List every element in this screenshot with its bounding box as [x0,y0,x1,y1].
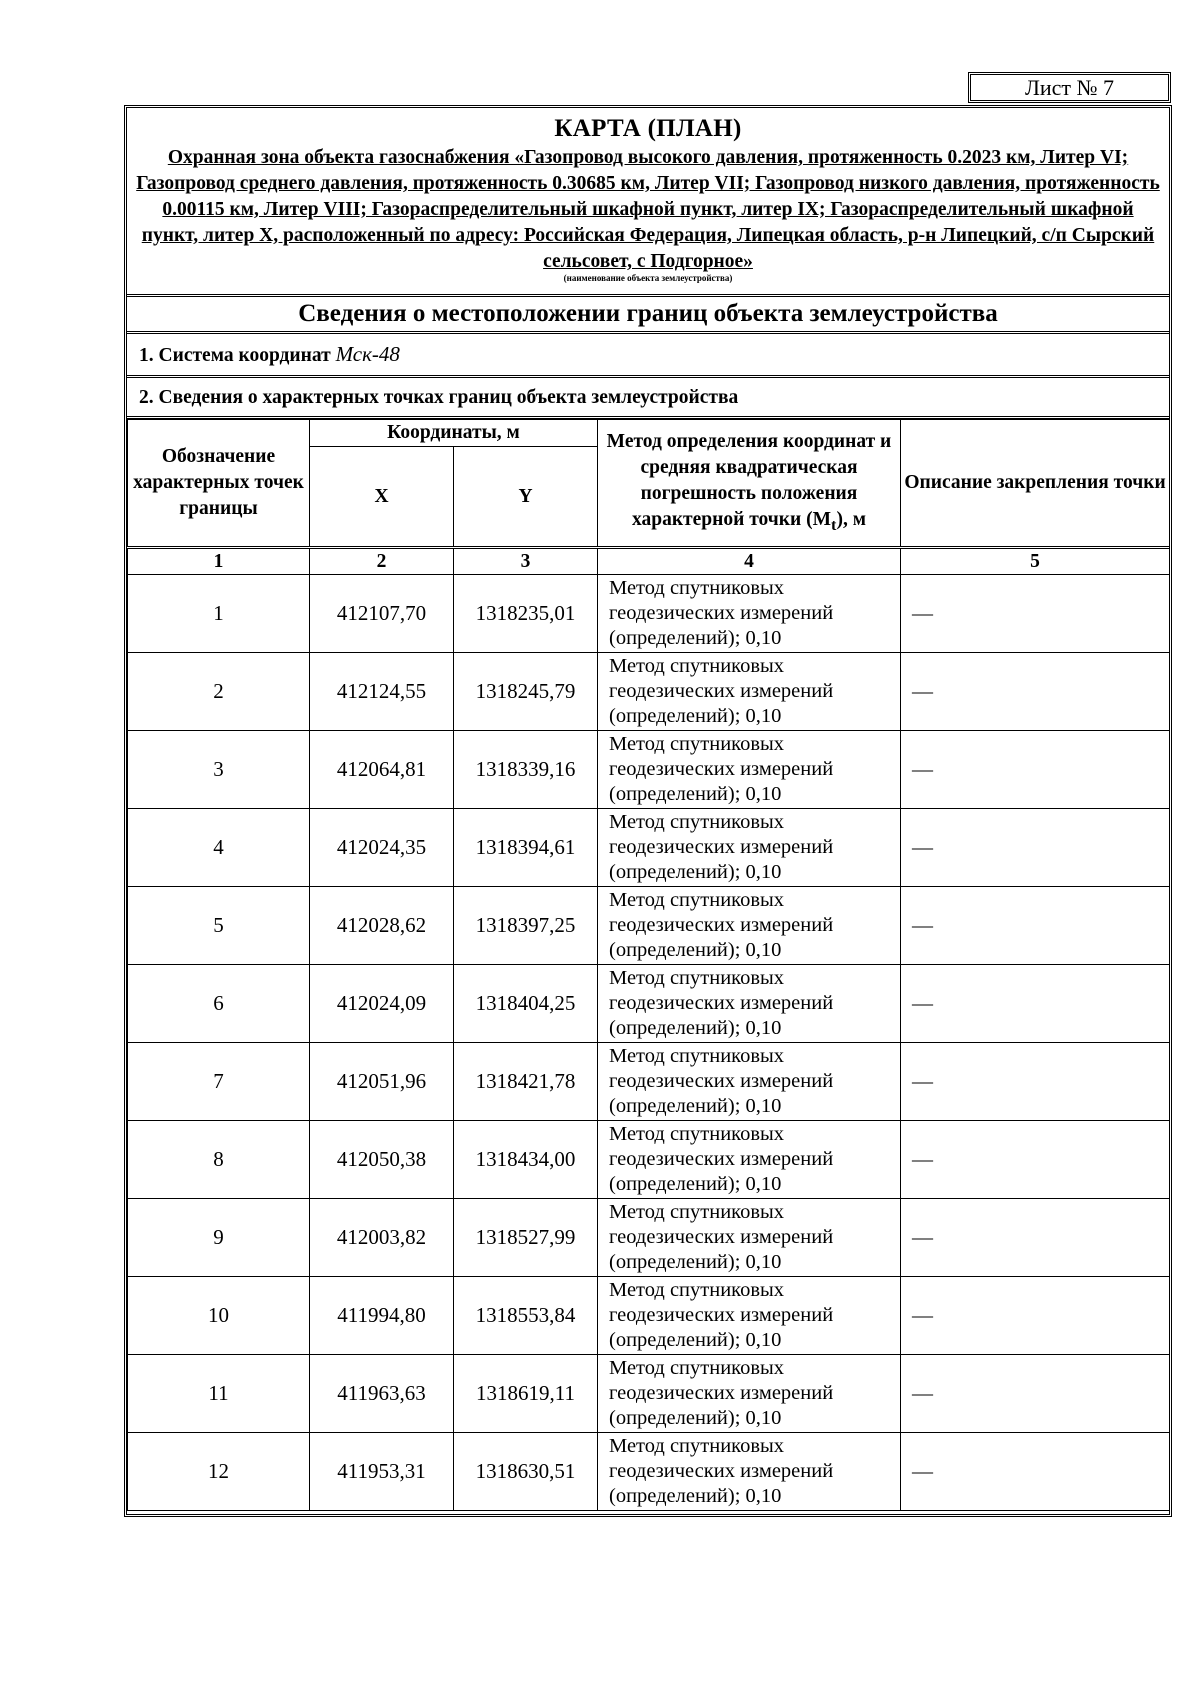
table-row [128,1433,1170,1511]
column-number: 2 [310,548,454,575]
point-number: 11 [128,1355,310,1433]
fixing-cell: — [901,731,1170,809]
column-number: 4 [598,548,901,575]
table-row [128,887,1170,965]
fixing-cell: — [901,653,1170,731]
table-row [128,809,1170,887]
coord-y: 1318619,11 [454,1355,598,1433]
fixing-cell: — [901,1355,1170,1433]
point-number: 12 [128,1433,310,1511]
fixing-cell: — [901,809,1170,887]
method-cell: Метод спутниковых геодезических измерений (определений); 0,10 [598,1121,901,1199]
coord-x: 412107,70 [310,575,454,653]
section-heading: Сведения о местоположении границ объекта землеустройства [127,297,1169,334]
coord-x: 412024,35 [310,809,454,887]
table-row [128,1121,1170,1199]
coord-x: 412024,09 [310,965,454,1043]
coord-y: 1318434,00 [454,1121,598,1199]
fixing-cell: — [901,575,1170,653]
coord-x: 412124,55 [310,653,454,731]
fixing-cell: — [901,1043,1170,1121]
method-cell: Метод спутниковых геодезических измерений (определений); 0,10 [598,1043,901,1121]
table-row [128,731,1170,809]
method-cell: Метод спутниковых геодезических измерений (определений); 0,10 [598,1433,901,1511]
coord-x: 411994,80 [310,1277,454,1355]
coord-y: 1318527,99 [454,1199,598,1277]
point-number: 2 [128,653,310,731]
title-block [127,108,1169,297]
fixing-cell: — [901,965,1170,1043]
header-x: X [310,447,454,548]
object-name: Охранная зона объекта газоснабжения «Газопровод высокого давления, протяженность 0.2023 км, Литер VI; Газопровод среднего давления, протяженность 0.30685 км, Литер VII; Газопровод низкого давления, протяженность 0.00115 км, Литер VIII; Газораспределительный шкафной пункт, литер IX; Газораспределительный шкафной пункт, литер X, расположенный по адресу: Российская Федерация, Липецкая область, р-н Липецкий, с/п Сырский сельсовет, с Подгорное» [136,147,1160,272]
point-number: 1 [128,575,310,653]
coord-x: 411963,63 [310,1355,454,1433]
fixing-cell: — [901,887,1170,965]
fixing-cell: — [901,1277,1170,1355]
coord-y: 1318394,61 [454,809,598,887]
column-number: 1 [128,548,310,575]
coord-y: 1318630,51 [454,1433,598,1511]
point-number: 8 [128,1121,310,1199]
coord-y: 1318421,78 [454,1043,598,1121]
table-row [128,965,1170,1043]
method-cell: Метод спутниковых геодезических измерений (определений); 0,10 [598,575,901,653]
coord-y: 1318339,16 [454,731,598,809]
header-method-tail: ), м [836,508,866,530]
document-title: КАРТА (ПЛАН) [554,115,742,142]
method-cell: Метод спутниковых геодезических измерений (определений); 0,10 [598,1277,901,1355]
table-row [128,575,1170,653]
header-designation: Обозначение характерных точек границы [128,420,310,548]
coord-x: 412064,81 [310,731,454,809]
table-row [128,1199,1170,1277]
coord-y: 1318404,25 [454,965,598,1043]
coord-y: 1318397,25 [454,887,598,965]
point-number: 10 [128,1277,310,1355]
point-number: 5 [128,887,310,965]
method-cell: Метод спутниковых геодезических измерений (определений); 0,10 [598,887,901,965]
point-number: 6 [128,965,310,1043]
coord-x: 411953,31 [310,1433,454,1511]
sheet-number: Лист № 7 [968,72,1171,103]
method-cell: Метод спутниковых геодезических измерений (определений); 0,10 [598,1355,901,1433]
coord-y: 1318553,84 [454,1277,598,1355]
method-cell: Метод спутниковых геодезических измерений (определений); 0,10 [598,731,901,809]
coord-y: 1318235,01 [454,575,598,653]
point-number: 9 [128,1199,310,1277]
table-row [128,653,1170,731]
points-table [127,419,1170,1511]
coordinate-system-label: 1. Система координат [139,345,331,366]
column-number: 3 [454,548,598,575]
point-number: 3 [128,731,310,809]
table-row [128,1277,1170,1355]
document-frame [124,105,1172,1517]
method-cell: Метод спутниковых геодезических измерений (определений); 0,10 [598,965,901,1043]
method-cell: Метод спутниковых геодезических измерений (определений); 0,10 [598,809,901,887]
column-number: 5 [901,548,1170,575]
fixing-cell: — [901,1121,1170,1199]
point-number: 4 [128,809,310,887]
points-section-title: 2. Сведения о характерных точках границ объекта землеустройства [127,378,1169,419]
table-row [128,1355,1170,1433]
header-method-text: Метод определения координат и средняя квадратическая погрешность положения характерной точки (M [606,430,892,530]
method-cell: Метод спутниковых геодезических измерений (определений); 0,10 [598,1199,901,1277]
header-y: Y [454,447,598,548]
point-number: 7 [128,1043,310,1121]
header-coordinates: Координаты, м [310,420,598,447]
coordinate-system-value: Мск-48 [335,342,400,366]
table-row [128,1043,1170,1121]
header-fixing: Описание закрепления точки [901,420,1170,548]
fixing-cell: — [901,1433,1170,1511]
coord-x: 412003,82 [310,1199,454,1277]
coordinate-system-row [127,334,1169,378]
coord-x: 412050,38 [310,1121,454,1199]
fixing-cell: — [901,1199,1170,1277]
header-method-subscript: t [831,515,837,534]
coord-y: 1318245,79 [454,653,598,731]
method-cell: Метод спутниковых геодезических измерений (определений); 0,10 [598,653,901,731]
coord-x: 412051,96 [310,1043,454,1121]
object-name-caption: (наименование объекта землеустройства) [563,273,733,283]
coord-x: 412028,62 [310,887,454,965]
header-method [598,420,901,548]
